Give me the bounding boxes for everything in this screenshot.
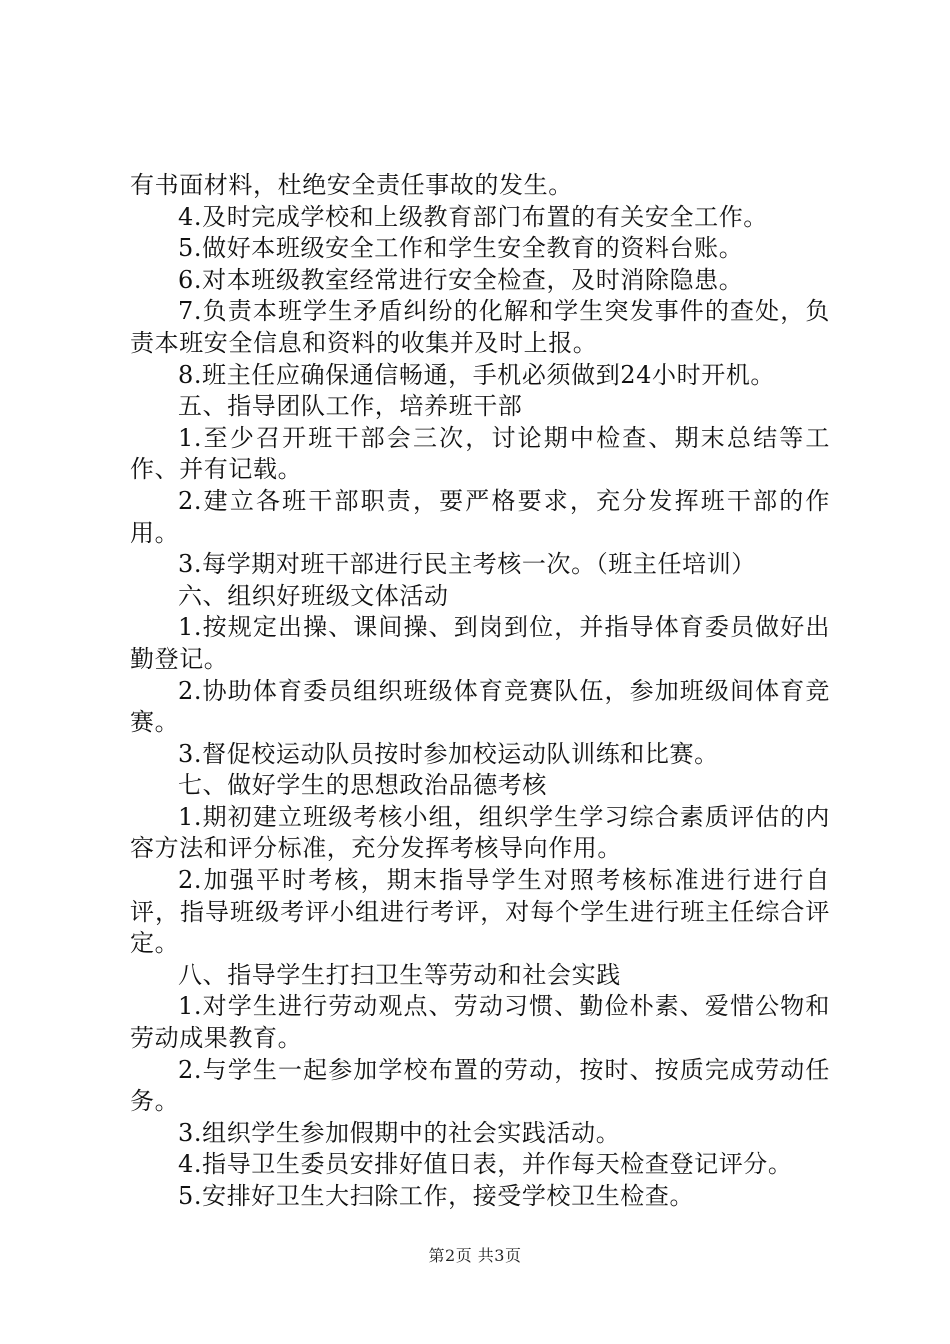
- page-number-label: 第2页 共3页: [428, 1246, 522, 1265]
- paragraph: 六、组织好班级文体活动: [178, 581, 449, 610]
- paragraph: 5.安排好卫生大扫除工作，接受学校卫生检查。: [178, 1182, 695, 1210]
- paragraph: 4.及时完成学校和上级教育部门布置的有关安全工作。: [178, 202, 768, 231]
- paragraph: 八、指导学生打扫卫生等劳动和社会实践: [178, 960, 621, 989]
- paragraph: 1.期初建立班级考核小组，组织学生学习综合素质评估的内容方法和评分标准，充分发挥考核导向作用。: [130, 802, 830, 863]
- paragraph: 1.至少召开班干部会三次，讨论期中检查、期末总结等工作、并有记载。: [130, 423, 830, 484]
- paragraph: 4.指导卫生委员安排好值日表，并作每天检查登记评分。: [178, 1150, 793, 1179]
- paragraph: 2.与学生一起参加学校布置的劳动，按时、按质完成劳动任务。: [130, 1055, 830, 1116]
- paragraph: 1.按规定出操、课间操、到岗到位，并指导体育委员做好出勤登记。: [130, 613, 830, 673]
- page-footer: [0, 1243, 950, 1266]
- paragraph: 8.班主任应确保通信畅通，手机必须做到24小时开机。: [178, 360, 776, 389]
- paragraph: 2.建立各班干部职责，要严格要求，充分发挥班干部的作用。: [130, 486, 830, 547]
- paragraph: 3.每学期对班干部进行民主考核一次。（班主任培训）: [178, 550, 756, 579]
- paragraph: 5.做好本班级安全工作和学生安全教育的资料台账。: [178, 234, 744, 263]
- paragraph: 3.督促校运动队员按时参加校运动队训练和比赛。: [178, 739, 719, 768]
- paragraph: 五、指导团队工作，培养班干部: [178, 392, 523, 421]
- paragraph: 2.加强平时考核，期末指导学生对照考核标准进行进行自评，指导班级考评小组进行考评，对每个学生进行班主任综合评定。: [130, 866, 830, 958]
- paragraph: 7.负责本班学生矛盾纠纷的化解和学生突发事件的查处，负责本班安全信息和资料的收集并及时上报。: [130, 297, 830, 357]
- paragraph: 1.对学生进行劳动观点、劳动习惯、勤俭朴素、爱惜公物和劳动成果教育。: [130, 992, 830, 1053]
- document-body: [130, 170, 830, 1213]
- paragraph: 3.组织学生参加假期中的社会实践活动。: [178, 1118, 621, 1147]
- paragraph: 6.对本班级教室经常进行安全检查，及时消除隐患。: [178, 265, 744, 294]
- paragraph: 2.协助体育委员组织班级体育竞赛队伍，参加班级间体育竞赛。: [130, 676, 830, 737]
- paragraph: 有书面材料，杜绝安全责任事故的发生。: [130, 171, 573, 199]
- paragraph: 七、做好学生的思想政治品德考核: [178, 771, 547, 800]
